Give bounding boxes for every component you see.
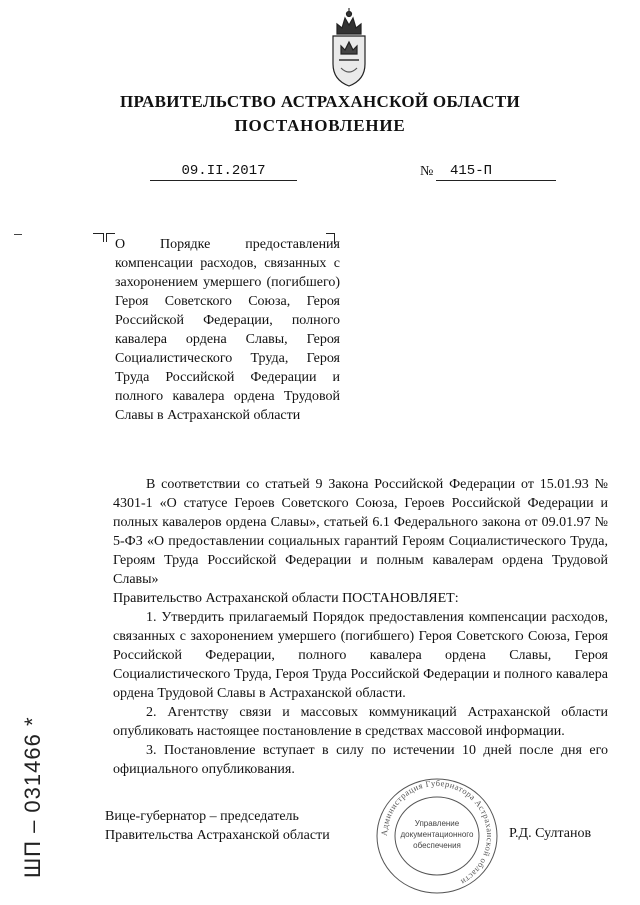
stamp-center-line-2: документационного: [400, 830, 474, 839]
margin-mark: [14, 234, 22, 241]
coat-of-arms-icon: [323, 6, 375, 88]
preamble-paragraph: В соответствии со статьей 9 Закона Российской Федерации от 15.01.93 № 4301-1 «О статусе Героев Советского Союза, Героев Российской Федерации и полных кавалеров ордена Славы», статьей 6.1 Федерального закона от 09.01.97 № 5-ФЗ «О предоставлении социальных гарантий Героям Социалистического Труда, Героям Труда Российской Федерации и полным кавалерам ордена Трудовой Славы»: [113, 477, 608, 587]
document-number: 415-П: [436, 163, 556, 181]
stamp-center-line-1: Управление: [414, 819, 460, 828]
number-label: №: [420, 164, 434, 179]
signatory-position-line-2: Правительства Астраханской области: [105, 828, 330, 843]
signatory-position: [105, 807, 330, 845]
stamp-center-line-3: обеспечения: [413, 841, 461, 850]
side-serial-code: [2, 710, 58, 880]
side-serial-code-text: ШП – 031466 *: [20, 716, 45, 878]
document-type-title: ПОСТАНОВЛЕНИЕ: [234, 116, 406, 135]
resolution-line: Правительство Астраханской области ПОСТАНОВЛЯЕТ:: [113, 591, 459, 606]
official-stamp: [372, 776, 502, 896]
signatory-position-line-1: Вице-губернатор – председатель: [105, 809, 299, 824]
document-subject: О Порядке предоставления компенсации расходов, связанных с захоронением умершего (погибшего) Героя Советского Союза, Героя Российской Федерации, полного кавалера ордена Славы, Героя Социалистического Труда, Героя Труда Российской Федерации и полного кавалера ордена Трудовой Славы в Астраханской области: [115, 237, 340, 423]
stamp-ring-text: Администрация Губернатора Астраханской области: [378, 777, 496, 888]
government-title: ПРАВИТЕЛЬСТВО АСТРАХАНСКОЙ ОБЛАСТИ: [120, 92, 520, 111]
document-body: [113, 475, 608, 779]
subject-bracket-left-inner: [106, 233, 115, 242]
document-date: 09.II.2017: [150, 163, 297, 181]
item-2-paragraph: 2. Агентству связи и массовых коммуникаций Астраханской области опубликовать настоящее постановление в средствах массовой информации.: [113, 705, 608, 739]
item-1-paragraph: 1. Утвердить прилагаемый Порядок предоставления компенсации расходов, связанных с захоронением умершего (погибшего) Героя Советского Союза, Героя Российской Федерации, полного кавалера ордена Славы, Героя Социалистического Труда, Героя Труда Российской Федерации и полного кавалера ордена Трудовой Славы в Астраханской области.: [113, 610, 608, 701]
signatory-name: Р.Д. Султанов: [509, 826, 592, 841]
item-3-paragraph: 3. Постановление вступает в силу по истечении 10 дней после дня его официального опубликования.: [113, 743, 608, 777]
subject-bracket-left: [93, 233, 104, 242]
